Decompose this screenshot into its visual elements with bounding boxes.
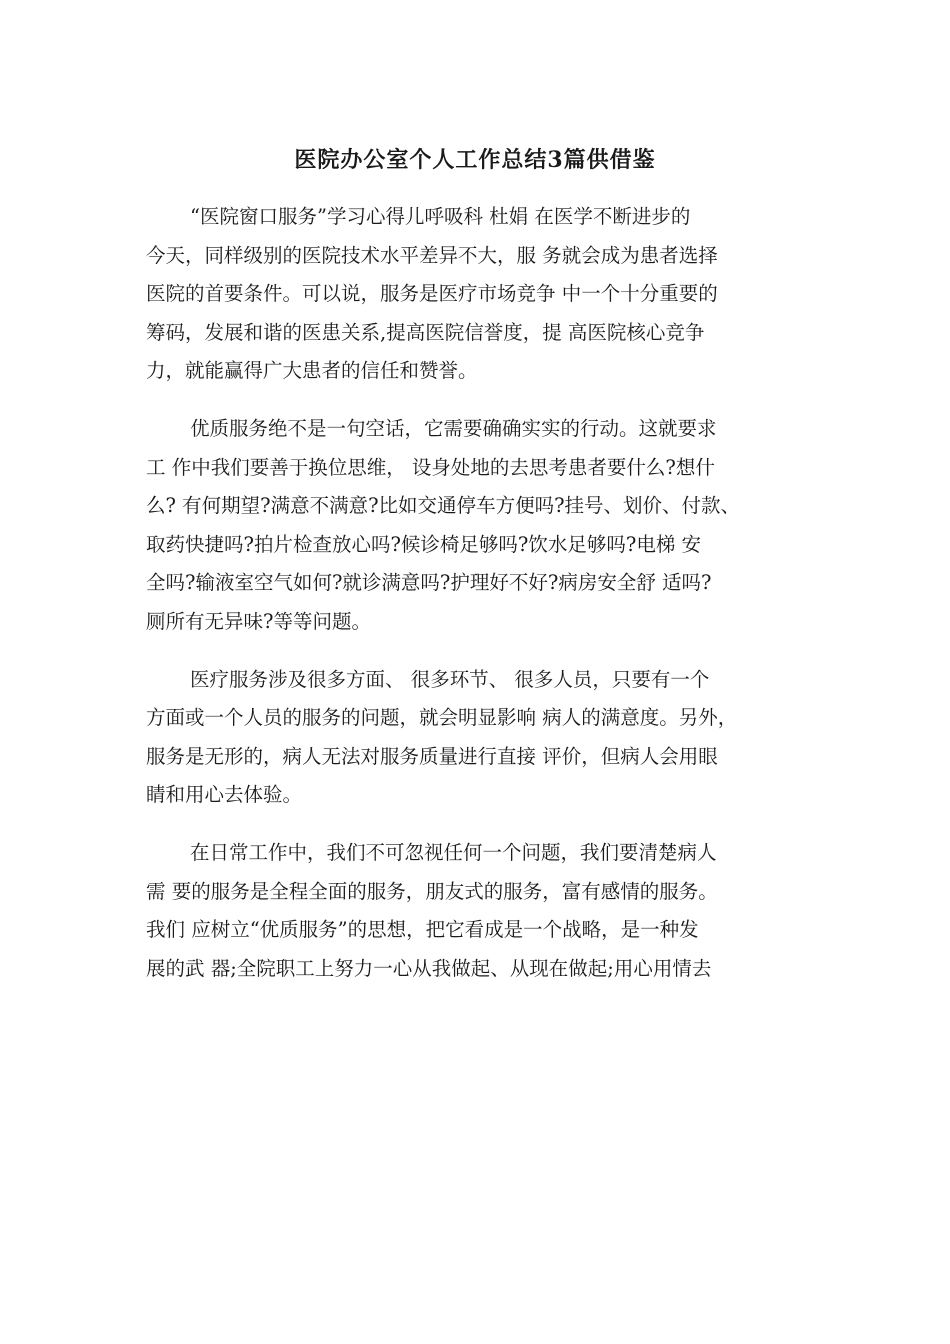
paragraph-line: 医疗服务涉及很多方面、 很多环节、 很多人员，只要有一个 — [190, 667, 710, 691]
paragraph-line: 展的武 器;全院职工上努力一心从我做起、从现在做起;用心用情去 — [146, 956, 712, 980]
paragraph-2 — [146, 410, 822, 642]
document-body — [146, 198, 822, 1007]
paragraph-3 — [146, 661, 822, 815]
paragraph-4 — [146, 834, 822, 988]
paragraph-line: 医院的首要条件。可以说，服务是医疗市场竞争 中一个十分重要的 — [146, 282, 718, 306]
paragraph-line: 方面或一个人员的服务的问题，就会明显影响 病人的满意度。另外， — [146, 706, 738, 730]
paragraph-line: 筹码，发展和谐的医患关系,提高医院信誉度，提 高医院核心竞争 — [146, 320, 705, 344]
paragraph-1 — [146, 198, 822, 391]
paragraph-line: 优质服务绝不是一句空话，它需要确确实实的行动。这就要求 — [190, 416, 717, 440]
paragraph-line: 我们 应树立“优质服务”的思想，把它看成是一个战略，是一种发 — [146, 918, 699, 942]
paragraph-line: 今天，同样级别的医院技术水平差异不大，服 务就会成为患者选择 — [146, 243, 718, 267]
paragraph-line: 工 作中我们要善于换位思维， 设身处地的去思考患者要什么?想什 — [146, 455, 715, 479]
paragraph-line: 服务是无形的，病人无法对服务质量进行直接 评价，但病人会用眼 — [146, 744, 718, 768]
paragraph-line: 需 要的服务是全程全面的服务，朋友式的服务，富有感情的服务。 — [146, 879, 718, 903]
paragraph-line: 厕所有无异味?等等问题。 — [146, 609, 371, 633]
paragraph-line: “医院窗口服务”学习心得儿呼吸科 杜娟 在医学不断进步的 — [190, 205, 691, 228]
paragraph-line: 取药快捷吗?拍片检查放心吗?候诊椅足够吗?饮水足够吗?电梯 安 — [146, 532, 702, 556]
paragraph-line: 在日常工作中，我们不可忽视任何一个问题，我们要清楚病人 — [190, 840, 717, 864]
paragraph-line: 全吗?输液室空气如何?就诊满意吗?护理好不好?病房安全舒 适吗? — [146, 571, 712, 595]
paragraph-line: 睛和用心去体验。 — [146, 783, 303, 807]
document-title: 医院办公室个人工作总结3篇供借鉴 — [294, 147, 656, 173]
paragraph-line: 力，就能赢得广大患者的信任和赞誉。 — [146, 359, 478, 383]
paragraph-line: 么? 有何期望?满意不满意?比如交通停车方便吗?挂号、划价、付款、 — [146, 494, 741, 518]
